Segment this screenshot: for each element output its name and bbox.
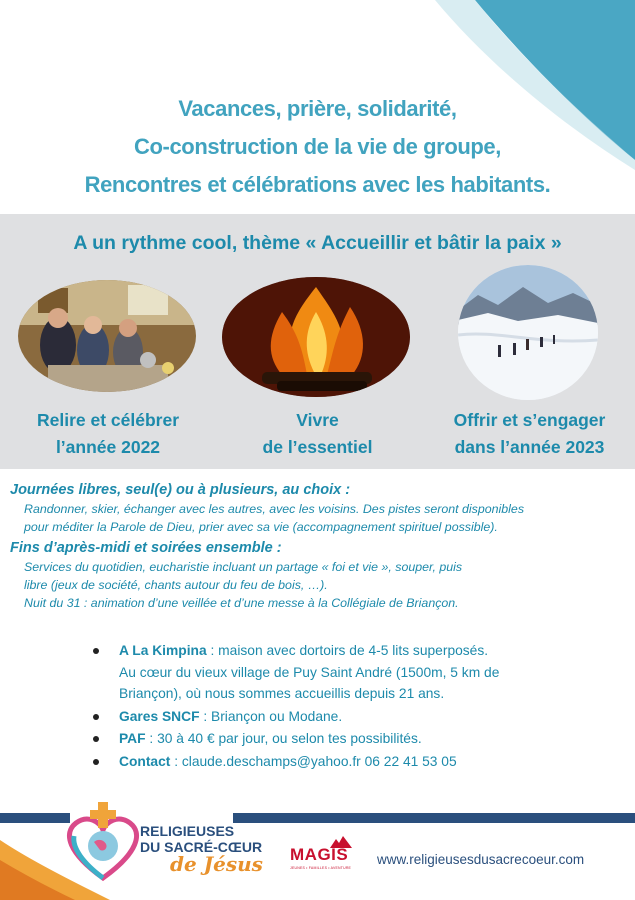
headline-line-2: Co-construction de la vie de groupe,: [134, 134, 501, 159]
magis-tagline: JEUNES • FAMILLES • AVENTURE: [290, 866, 352, 870]
caption-vivre-line-2: de l’essentiel: [262, 437, 373, 457]
detail-text: Briançon), où nous sommes accueillis depuis 21 ans.: [119, 686, 445, 701]
program-section: [10, 480, 630, 614]
bullet-icon: [93, 714, 99, 720]
program-heading-evenings: Fins d’après-midi et soirées ensemble :: [10, 540, 282, 556]
detail-text: : claude.deschamps@yahoo.fr 06 22 41 53 05: [170, 753, 457, 769]
fireplace-photo: [222, 277, 410, 397]
group-meal-photo: [18, 280, 196, 392]
program-line: Services du quotidien, eucharistie incluant un partage « foi et vie », souper, puis: [24, 560, 463, 574]
brand-line-2: DU SACRÉ-CŒUR: [140, 839, 263, 855]
detail-text: : maison avec dortoirs de 4-5 lits superposés.: [206, 643, 489, 658]
caption-relire-line-1: Relire et célébrer: [36, 410, 180, 430]
program-line: libre (jeux de société, chants autour du feu de bois, …).: [24, 578, 328, 592]
detail-contact: [92, 751, 592, 773]
detail-text: : 30 à 40 € par jour, ou selon tes possibilités.: [145, 731, 422, 746]
headline: [0, 90, 635, 204]
brand-script: de Jésus: [170, 852, 263, 876]
detail-paf: [92, 728, 592, 750]
program-line: Randonner, skier, échanger avec les autres, avec les voisins. Des pistes seront disponibles: [24, 502, 525, 516]
program-body-evenings: [10, 558, 630, 612]
detail-text: : Briançon ou Modane.: [199, 708, 343, 724]
footer-bar-right: [233, 813, 635, 823]
bullet-icon: [93, 759, 99, 765]
caption-relire-line-2: l’année 2022: [55, 437, 161, 457]
magis-logo: MAGIS: [290, 845, 349, 864]
detail-text: Au cœur du vieux village de Puy Saint André (1500m, 5 km de: [119, 664, 500, 680]
detail-label: Gares SNCF: [119, 708, 200, 724]
caption-offrir: [432, 407, 627, 461]
caption-offrir-line-2: dans l’année 2023: [454, 437, 605, 457]
headline-line-3: Rencontres et célébrations avec les habitants.: [84, 172, 551, 197]
program-body-free-days: [10, 500, 630, 536]
detail-label: PAF: [119, 731, 146, 746]
caption-offrir-line-1: Offrir et s’engager: [453, 410, 606, 430]
detail-gares: [92, 706, 592, 728]
caption-vivre: [225, 407, 410, 461]
headline-line-1: Vacances, prière, solidarité,: [178, 96, 457, 121]
theme-title: A un rythme cool, thème « Accueillir et bâtir la paix »: [73, 232, 562, 254]
practical-details: [92, 640, 592, 773]
program-line: Nuit du 31 : animation d’une veillée et d’une messe à la Collégiale de Briançon.: [24, 596, 459, 610]
brand-line-1: RELIGIEUSES: [140, 823, 235, 839]
bullet-icon: [93, 648, 99, 654]
caption-relire: [18, 407, 198, 461]
website-link[interactable]: www.religieusesdusacrecoeur.com: [377, 852, 585, 867]
program-line: pour méditer la Parole de Dieu, prier avec sa vie (accompagnement spirituel possible).: [24, 520, 498, 534]
program-heading-free-days: Journées libres, seul(e) ou à plusieurs, au choix :: [10, 482, 351, 498]
bullet-icon: [93, 736, 99, 742]
snow-hikers-photo: [458, 265, 598, 400]
detail-kimpina: [92, 640, 592, 705]
detail-label: Contact: [119, 753, 171, 769]
sacred-heart-logo: [58, 798, 148, 888]
brand-name: [140, 823, 263, 876]
caption-vivre-line-1: Vivre: [296, 410, 339, 430]
detail-label: A La Kimpina: [119, 643, 207, 658]
